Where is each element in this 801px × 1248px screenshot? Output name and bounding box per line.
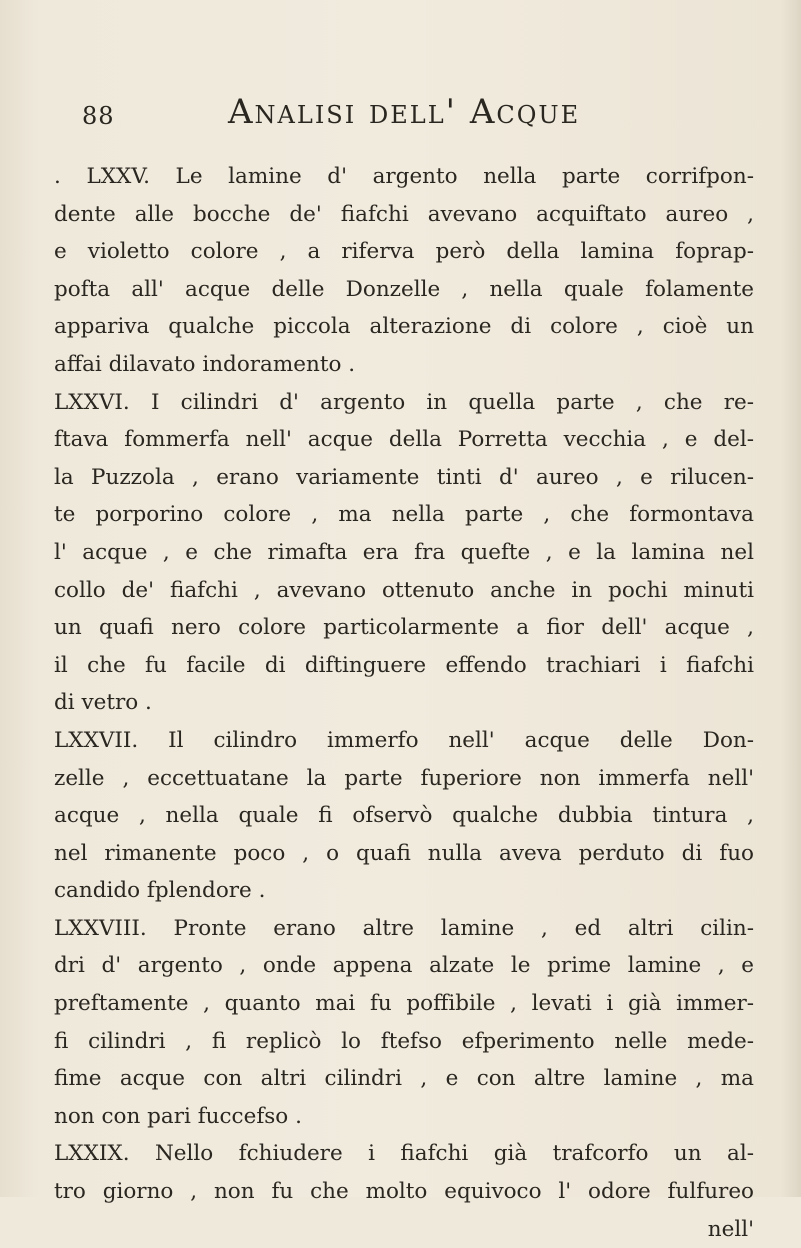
running-head	[0, 92, 801, 132]
text-line: nel rimanente poco , o quafi nulla aveva perduto di fuo	[54, 840, 754, 866]
text-line: te porporino colore , ma nella parte , che formontava	[54, 502, 754, 528]
text-line: preftamente , quanto mai fu poffibile , levati i già immer-	[54, 991, 754, 1017]
text-line: pofta all' acque delle Donzelle , nella quale folamente	[54, 276, 754, 302]
text-line: dente alle bocche de' fiafchi avevano acquiftato aureo ,	[54, 201, 754, 227]
page-number: 88	[82, 102, 115, 130]
text-line: dri d' argento , onde appena alzate le prime lamine , e	[54, 953, 754, 979]
text-line: l' acque , e che rimafta era fra quefte , e la lamina nel	[54, 539, 754, 565]
text-line: acque , nella quale fi ofservò qualche dubbia tintura ,	[54, 803, 754, 829]
running-head-title: Analisi dell' Acque	[228, 92, 581, 132]
text-line: LXXIX. Nello fchiudere i fiafchi già trafcorfo un al-	[54, 1141, 754, 1167]
text-line: LXXVIII. Pronte erano altre lamine , ed altri cilin-	[54, 915, 754, 941]
text-line: LXXVI. I cilindri d' argento in quella parte , che re-	[54, 389, 754, 415]
text-line: e violetto colore , a riferva però della lamina foprap-	[54, 239, 754, 265]
text-line: . LXXV. Le lamine d' argento nella parte corrifpon-	[54, 164, 754, 189]
text-line: affai dilavato indoramento .	[54, 351, 356, 377]
body-text	[54, 158, 754, 1248]
text-line: zelle , eccettuatane la parte fuperiore non immerfa nell'	[54, 765, 754, 791]
text-line: non con pari fuccefso .	[54, 1103, 302, 1129]
text-line: di vetro .	[54, 690, 152, 716]
text-line: LXXVII. Il cilindro immerfo nell' acque delle Don-	[54, 727, 754, 753]
text-line: collo de' fiafchi , avevano ottenuto anche in pochi minuti	[54, 577, 754, 603]
text-line: ftava fommerfa nell' acque della Porretta vecchia , e del-	[54, 427, 754, 453]
text-line: appariva qualche piccola alterazione di colore , cioè un	[54, 314, 754, 340]
text-line: tro giorno , non fu che molto equivoco l' odore fulfureo	[54, 1179, 754, 1205]
text-line: candido fplendore .	[54, 878, 266, 904]
text-line: la Puzzola , erano variamente tinti d' aureo , e rilucen-	[54, 464, 754, 490]
text-line: fime acque con altri cilindri , e con altre lamine , ma	[54, 1066, 754, 1092]
text-line: fi cilindri , fi replicò lo ftefso efperimento nelle mede-	[54, 1028, 754, 1054]
text-line: il che fu facile di diftinguere effendo trachiari i fiafchi	[54, 652, 754, 678]
catchword: nell'	[707, 1216, 754, 1242]
text-line: un quafi nero colore particolarmente a fior dell' acque ,	[54, 615, 754, 641]
